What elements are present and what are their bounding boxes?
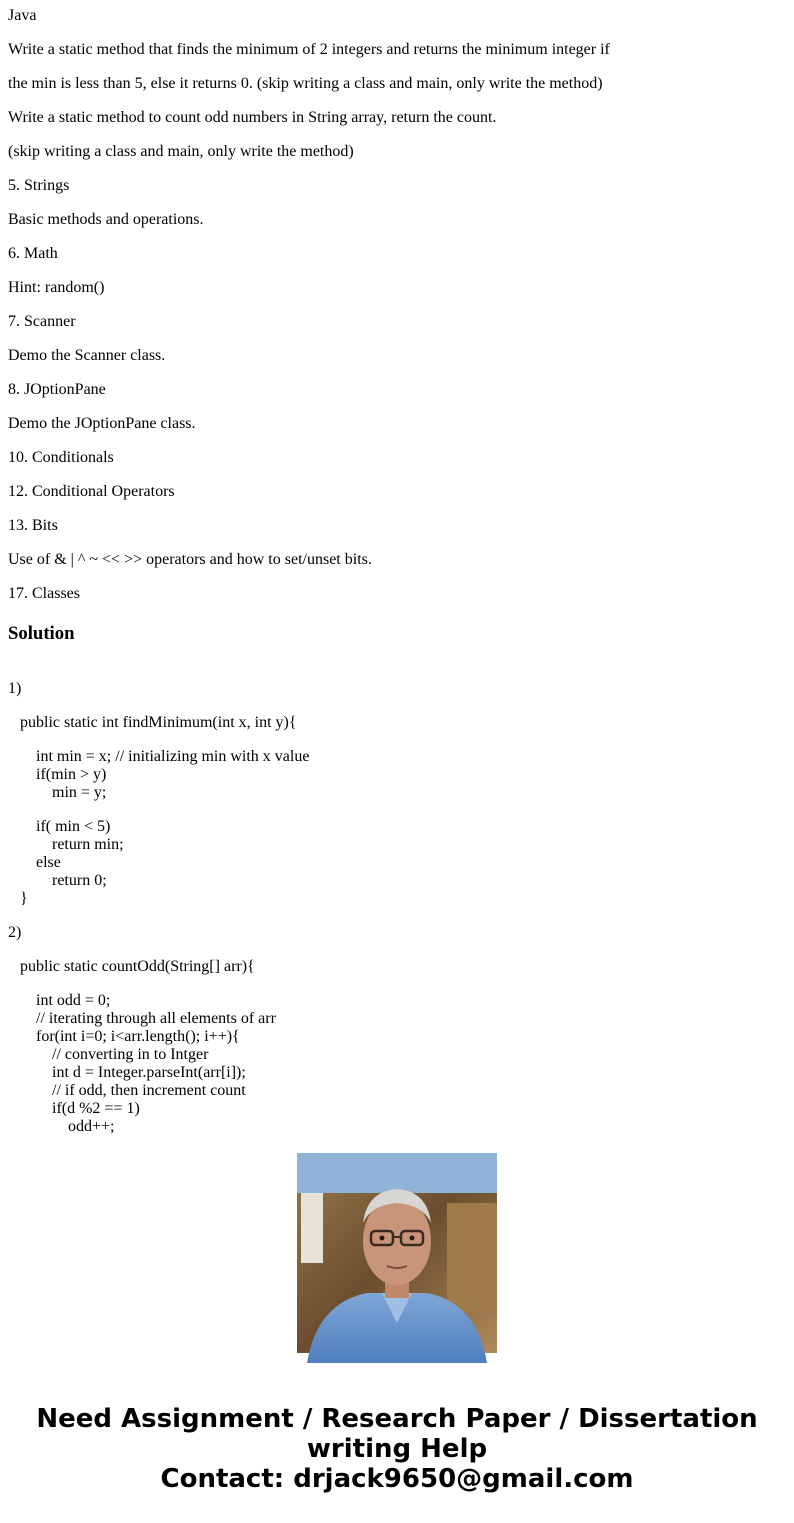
q-line: (skip writing a class and main, only write the method) <box>8 143 354 160</box>
code-line: // if odd, then increment count <box>8 1082 246 1099</box>
code-line: if(d %2 == 1) <box>8 1100 140 1117</box>
code-line: } <box>8 890 28 907</box>
code-line: odd++; <box>8 1118 115 1135</box>
q-line: 12. Conditional Operators <box>8 483 175 500</box>
code-line: return 0; <box>8 872 107 889</box>
q-line: 10. Conditionals <box>8 449 114 466</box>
q-line: 17. Classes <box>8 585 80 602</box>
banner-line-2: writing Help <box>306 1434 488 1464</box>
q-line: 8. JOptionPane <box>8 381 106 398</box>
solution-code <box>8 680 788 1135</box>
code-line: int min = x; // initializing min with x value <box>8 748 310 765</box>
author-portrait-photo <box>297 1153 497 1353</box>
q-line: 6. Math <box>8 245 58 262</box>
code-line: public static int findMinimum(int x, int y){ <box>8 714 297 731</box>
q-line: Use of & | ^ ~ << >> operators and how to set/unset bits. <box>8 551 372 568</box>
code-line: // converting in to Intger <box>8 1046 209 1063</box>
q-line: 13. Bits <box>8 517 58 534</box>
q-line: Java <box>8 7 37 24</box>
q-line: Hint: random() <box>8 279 105 296</box>
code-line: if( min < 5) <box>8 818 111 835</box>
code-line: 1) <box>8 680 22 697</box>
code-line: min = y; <box>8 784 107 801</box>
q-line: Demo the Scanner class. <box>8 347 166 364</box>
code-line: if(min > y) <box>8 766 107 783</box>
code-line: else <box>8 854 61 871</box>
code-line: int d = Integer.parseInt(arr[i]); <box>8 1064 246 1081</box>
q-line: Demo the JOptionPane class. <box>8 415 196 432</box>
code-line: 2) <box>8 924 22 941</box>
code-line: for(int i=0; i<arr.length(); i++){ <box>8 1028 240 1045</box>
code-line: public static countOdd(String[] arr){ <box>8 958 255 975</box>
code-line: int odd = 0; <box>8 992 111 1009</box>
q-line: the min is less than 5, else it returns 0. (skip writing a class and main, only write the method) <box>8 75 603 92</box>
q-line: Basic methods and operations. <box>8 211 204 228</box>
solution-heading: Solution <box>8 623 75 644</box>
assignment-help-banner <box>0 1404 794 1494</box>
author-avatar <box>297 1153 497 1353</box>
banner-line-1: Need Assignment / Research Paper / Dissertation <box>36 1404 758 1434</box>
code-line: return min; <box>8 836 124 853</box>
q-line: 5. Strings <box>8 177 70 194</box>
q-line: Write a static method to count odd numbers in String array, return the count. <box>8 109 497 126</box>
q-line: 7. Scanner <box>8 313 76 330</box>
code-line: // iterating through all elements of arr <box>8 1010 276 1027</box>
banner-contact: Contact: drjack9650@gmail.com <box>160 1464 634 1494</box>
q-line: Write a static method that finds the minimum of 2 integers and returns the minimum integer if <box>8 41 610 58</box>
